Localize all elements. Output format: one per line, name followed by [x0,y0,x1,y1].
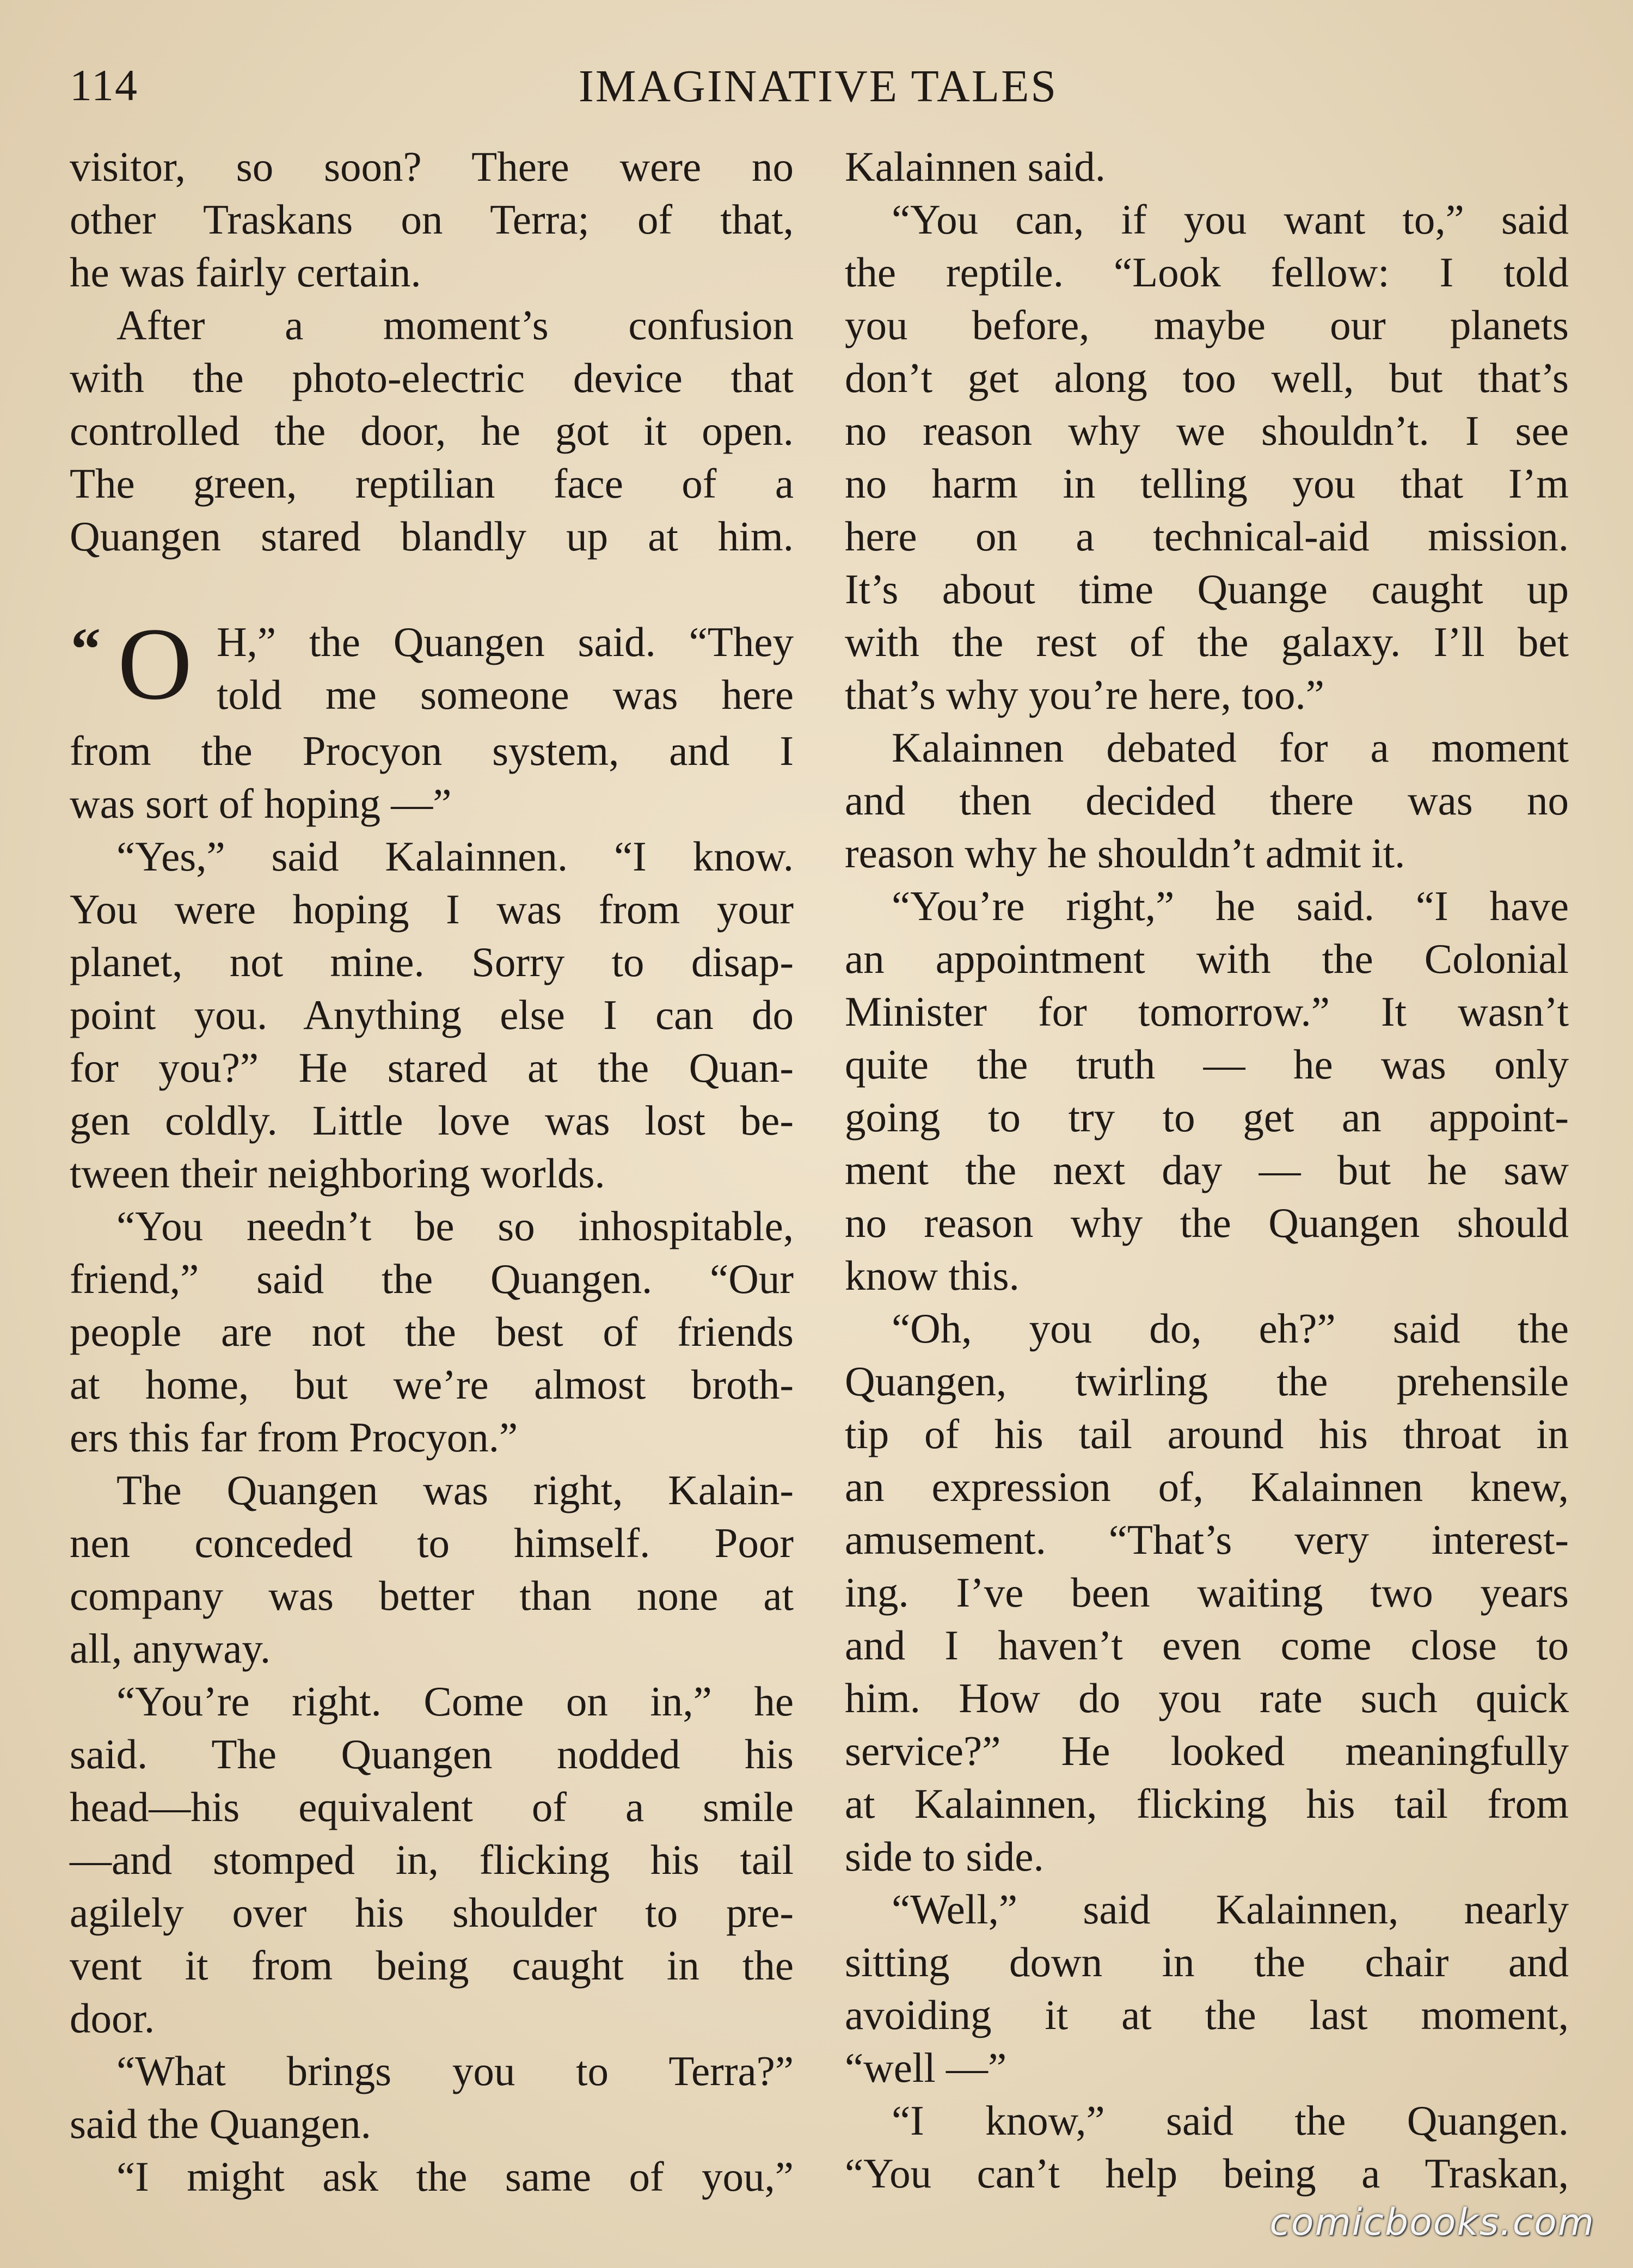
text-line: nen conceded to himself. Poor [70,1519,794,1566]
paragraph [845,721,1569,880]
text-line: an appointment with the Colonial [845,935,1569,982]
paragraph [70,2150,794,2203]
text-line: know this. [845,1252,1020,1299]
text-line: friend,” said the Quangen. “Our [70,1255,794,1302]
text-line: “I might ask the same of you,” [116,2153,794,2200]
text-line: with the photo-electric device that [70,354,794,401]
text-line: for you?” He stared at the Quan- [70,1044,794,1091]
text-line: no reason why the Quangen should [845,1199,1569,1246]
text-line: don’t get along too well, but that’s [845,354,1569,401]
left-column [70,140,794,2203]
text-line: tip of his tail around his throat in [845,1411,1569,1457]
page-number: 114 [70,60,138,110]
text-line: reason why he shouldn’t admit it. [845,830,1405,876]
text-line: no reason why we shouldn’t. I see [845,407,1569,454]
text-line: other Traskans on Terra; of that, [70,196,794,243]
text-line: said. The Quangen nodded his [70,1731,794,1777]
text-line: “You’re right. Come on in,” he [116,1678,794,1725]
paragraph [70,725,794,830]
text-line: Quangen stared blandly up at him. [70,513,794,560]
text-line: the reptile. “Look fellow: I told [845,249,1569,296]
text-line: and then decided there was no [845,777,1569,824]
text-line: Minister for tomorrow.” It wasn’t [845,988,1569,1035]
text-line: quite the truth — he was only [845,1041,1569,1088]
text-line: ers this far from Procyon.” [70,1414,518,1461]
text-line: sitting down in the chair and [845,1939,1569,1985]
text-line: visitor, so soon? There were no [70,143,794,190]
text-line: agilely over his shoulder to pre- [70,1889,794,1936]
text-line: from the Procyon system, and I [70,727,794,774]
text-line: at home, but we’re almost broth- [70,1361,794,1408]
text-line: service?” He looked meaningfully [845,1727,1569,1774]
paragraph [845,2094,1569,2200]
text-line: “What brings you to Terra?” [116,2048,794,2094]
text-line: amusement. “That’s very interest- [845,1516,1569,1563]
text-line: going to try to get an appoint- [845,1094,1569,1141]
text-line: with the rest of the galaxy. I’ll bet [845,618,1569,665]
text-line: point you. Anything else I can do [70,991,794,1038]
text-line: The green, reptilian face of a [70,460,794,507]
text-line: “Yes,” said Kalainnen. “I know. [116,833,794,880]
text-line: planet, not mine. Sorry to disap- [70,939,794,985]
text-line: head—his equivalent of a smile [70,1783,794,1830]
text-line: Kalainnen said. [845,143,1106,190]
text-line: “I know,” said the Quangen. [892,2097,1569,2144]
text-line: “Well,” said Kalainnen, nearly [892,1886,1569,1933]
text-line: After a moment’s confusion [116,302,794,348]
text-line: people are not the best of friends [70,1308,794,1355]
text-line: Kalainnen debated for a moment [892,724,1569,771]
page-header [70,60,1567,120]
paragraph [845,193,1569,721]
paragraph [70,2045,794,2150]
text-line: controlled the door, he got it open. [70,407,794,454]
text-line: “You needn’t be so inhospitable, [116,1203,794,1249]
text-line: tween their neighboring worlds. [70,1150,605,1197]
text-line: gen coldly. Little love was lost be- [70,1097,794,1144]
text-line: ment the next day — but he saw [845,1147,1569,1193]
text-line: “You can, if you want to,” said [892,196,1569,243]
text-line: H,” the Quangen said. “They [217,618,794,665]
paragraph [845,1302,1569,1883]
paragraph [70,140,794,299]
drop-cap-paragraph-start [70,607,794,725]
text-line: said the Quangen. [70,2100,371,2147]
paragraph [70,1200,794,1464]
drop-cap-quote: “ [71,616,101,682]
text-line: —and stomped in, flicking his tail [70,1836,794,1883]
paragraph [70,1464,794,1675]
running-title: IMAGINATIVE TALES [578,61,1058,112]
text-line: he was fairly certain. [70,249,421,296]
text-line: “You can’t help being a Traskan, [845,2150,1569,2197]
text-line: you before, maybe our planets [845,302,1569,348]
paragraph [845,880,1569,1302]
paragraph [70,299,794,563]
text-line: an expression of, Kalainnen knew, [845,1463,1569,1510]
text-line: vent it from being caught in the [70,1942,794,1989]
text-line: side to side. [845,1833,1044,1880]
text-line: him. How do you rate such quick [845,1675,1569,1721]
paragraph [70,1675,794,2045]
text-line: was sort of hoping —” [70,780,452,827]
text-line: Quangen, twirling the prehensile [845,1358,1569,1405]
text-line: and I haven’t even come close to [845,1622,1569,1669]
paragraph [845,140,1569,193]
text-line: “well —” [845,2044,1007,2091]
text-line: door. [70,1995,155,2042]
watermark-logo: comicbooks.com [1269,2201,1595,2244]
text-line: avoiding it at the last moment, [845,1991,1569,2038]
paragraph [70,830,794,1200]
paragraph [845,1883,1569,2094]
text-line: no harm in telling you that I’m [845,460,1569,507]
text-line: “You’re right,” he said. “I have [892,882,1569,929]
drop-cap-letter: O [118,607,193,721]
text-line: that’s why you’re here, too.” [845,671,1324,718]
text-line: “Oh, you do, eh?” said the [892,1305,1569,1352]
text-line: company was better than none at [70,1572,794,1619]
text-line: told me someone was here [217,671,794,718]
text-line: It’s about time Quange caught up [845,566,1569,612]
text-line: here on a technical-aid mission. [845,513,1569,560]
text-line: all, anyway. [70,1625,271,1672]
text-line: The Quangen was right, Kalain- [116,1467,794,1513]
text-line: ing. I’ve been waiting two years [845,1569,1569,1616]
right-column [845,140,1569,2200]
text-line: at Kalainnen, flicking his tail from [845,1780,1569,1827]
text-line: You were hoping I was from your [70,886,794,933]
